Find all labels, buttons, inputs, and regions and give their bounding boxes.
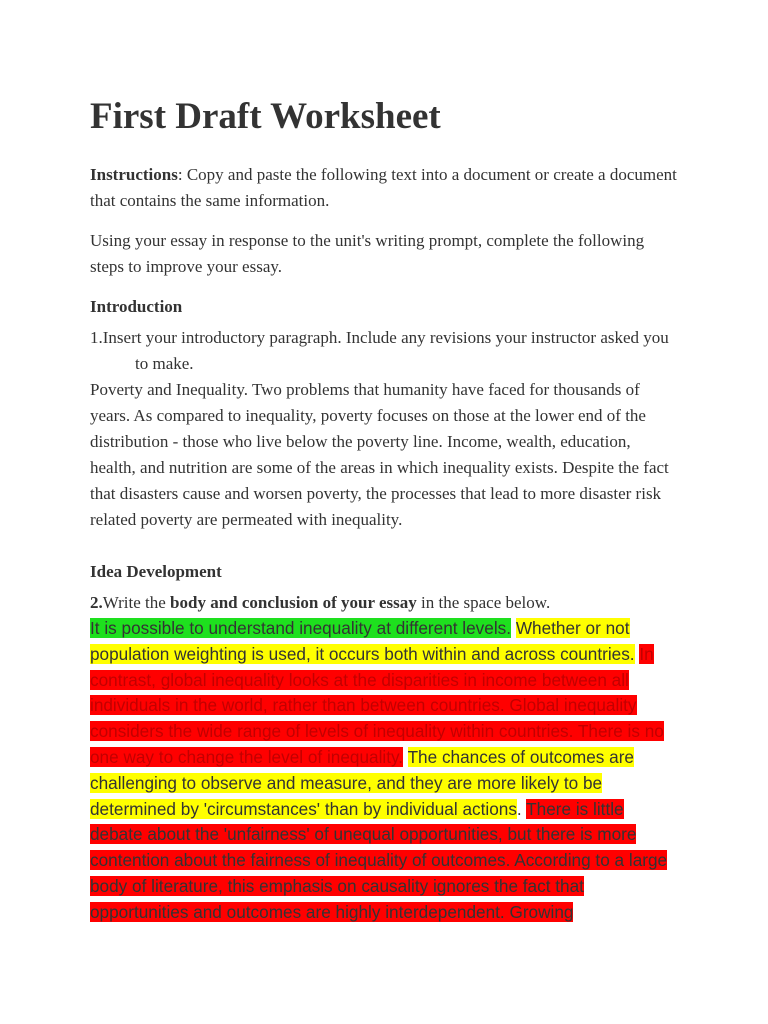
step-2 <box>90 590 678 616</box>
page-title: First Draft Worksheet <box>90 96 441 137</box>
introduction-heading: Introduction <box>90 297 183 316</box>
step-2-pre: Write the <box>102 593 171 612</box>
essay-sentence-red-faint: In contrast, global inequality looks at the disparities in income between all individuals in the world, rather than between countries. Global inequality considers the wide range of levels of inequality within countries. There is no one way to change the level of inequality. <box>90 643 664 767</box>
essay-sentence-yellow-1: Whether or not population weighting is used, it occurs both within and across countries. <box>90 618 635 664</box>
essay-body <box>90 616 680 926</box>
essay-sentence-red: There is little debate about the 'unfairness' of unequal opportunities, but there is more contention about the fairness of inequality of outcomes. According to a large body of literature, this emphasis on causality ignores the fact that opportunities and outcomes are highly interdependent. Growing <box>90 798 668 922</box>
instructions-paragraph <box>90 162 678 214</box>
step-1: 1.Insert your introductory paragraph. Include any revisions your instructor asked you to make. <box>90 328 669 373</box>
idea-development-heading: Idea Development <box>90 562 222 581</box>
step-2-number: 2. <box>90 593 103 612</box>
step-2-bold: body and conclusion of your essay <box>170 593 417 612</box>
step-2-post: in the space below. <box>416 593 551 612</box>
instructions-label: Instructions <box>90 165 178 184</box>
essay-period: . <box>516 798 522 819</box>
using-paragraph: Using your essay in response to the unit's writing prompt, complete the following steps to improve your essay. <box>90 231 645 276</box>
introduction-paragraph: Poverty and Inequality. Two problems that humanity have faced for thousands of years. As compared to inequality, poverty focuses on those at the lower end of the distribution - those who live below the poverty line. Income, wealth, education, health, and nutrition are some of the areas in which inequality exists. Despite the fact that disasters cause and worsen poverty, the processes that lead to more disaster risk related poverty are permeated with inequality. <box>90 380 669 529</box>
instructions-text: : Copy and paste the following text into a document or create a document that contains the same information. <box>90 165 677 210</box>
essay-sentence-green: It is possible to understand inequality at different levels. <box>90 618 512 638</box>
essay-sentence-yellow-2: The chances of outcomes are challenging to observe and measure, and they are more likely to be determined by 'circumstances' than by individual actions <box>90 746 634 819</box>
